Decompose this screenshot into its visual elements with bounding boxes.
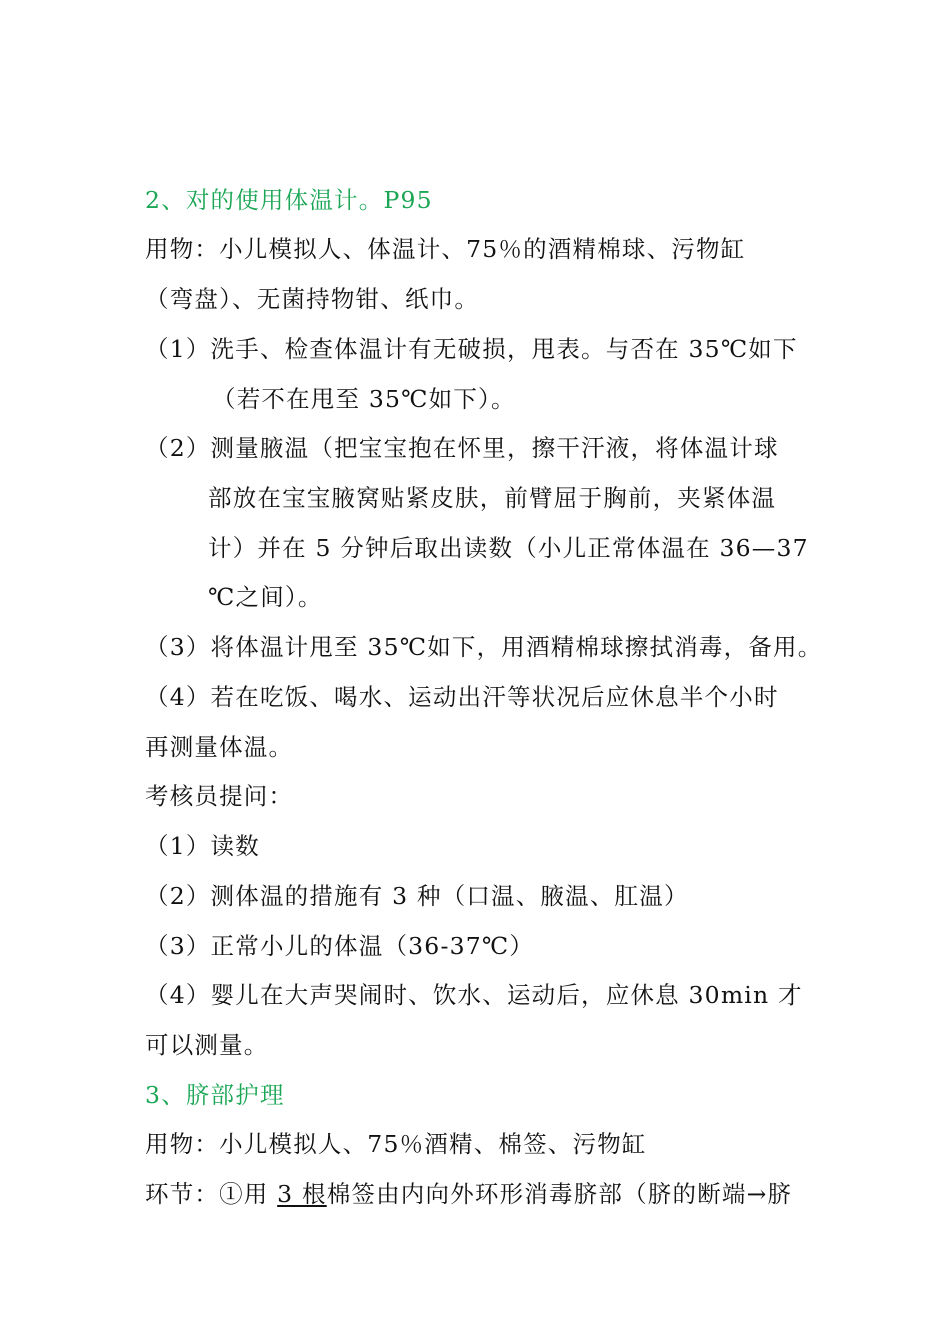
step-2-cont-1: 部放在宝宝腋窝贴紧皮肤，前臂屈于胸前，夹紧体温 (208, 484, 777, 512)
question-4: （4）婴儿在大声哭闹时、饮水、运动后，应休息 30min 才 (145, 981, 803, 1009)
question-2: （2）测体温的措施有 3 种（口温、腋温、肛温） (145, 882, 689, 910)
step-4: （4）若在吃饭、喝水、运动出汗等状况后应休息半个小时 (145, 683, 779, 711)
step-3: （3）将体温计甩至 35℃如下，用酒精棉球擦拭消毒，备用。 (145, 633, 823, 661)
step-2: （2）测量腋温（把宝宝抱在怀里，擦干汗液，将体温计球 (145, 434, 779, 462)
section-heading-2: 2、对的使用体温计。P95 (145, 186, 433, 214)
step-1-cont: （若不在甩至 35℃如下）。 (212, 385, 516, 413)
question-4-cont: 可以测量。 (145, 1031, 269, 1059)
examiner-questions-heading: 考核员提问： (145, 782, 294, 810)
question-3: （3）正常小儿的体温（36-37℃） (145, 932, 535, 960)
underlined-count: 3 根 (277, 1180, 327, 1208)
steps-text: 棉签由内向外环形消毒脐部（脐的断端→脐 (326, 1180, 793, 1208)
step-2-cont-3: ℃之间）。 (208, 583, 323, 611)
umbilical-supplies-line: 用物：小儿模拟人、75％酒精、棉签、污物缸 (145, 1130, 647, 1158)
step-2-cont-2: 计）并在 5 分钟后取出读数（小儿正常体温在 36—37 (208, 534, 809, 562)
supplies-line-cont: （弯盘）、无菌持物钳、纸巾。 (145, 285, 480, 313)
umbilical-steps-line (145, 1178, 792, 1210)
step-1: （1）洗手、检查体温计有无破损，甩表。与否在 35℃如下 (145, 335, 798, 363)
supplies-line: 用物：小儿模拟人、体温计、75％的酒精棉球、污物缸 (145, 235, 746, 263)
question-1: （1）读数 (145, 832, 260, 860)
step-4-cont: 再测量体温。 (145, 733, 294, 761)
steps-label: 环节：①用 (145, 1180, 278, 1208)
section-heading-3: 3、脐部护理 (145, 1081, 285, 1109)
